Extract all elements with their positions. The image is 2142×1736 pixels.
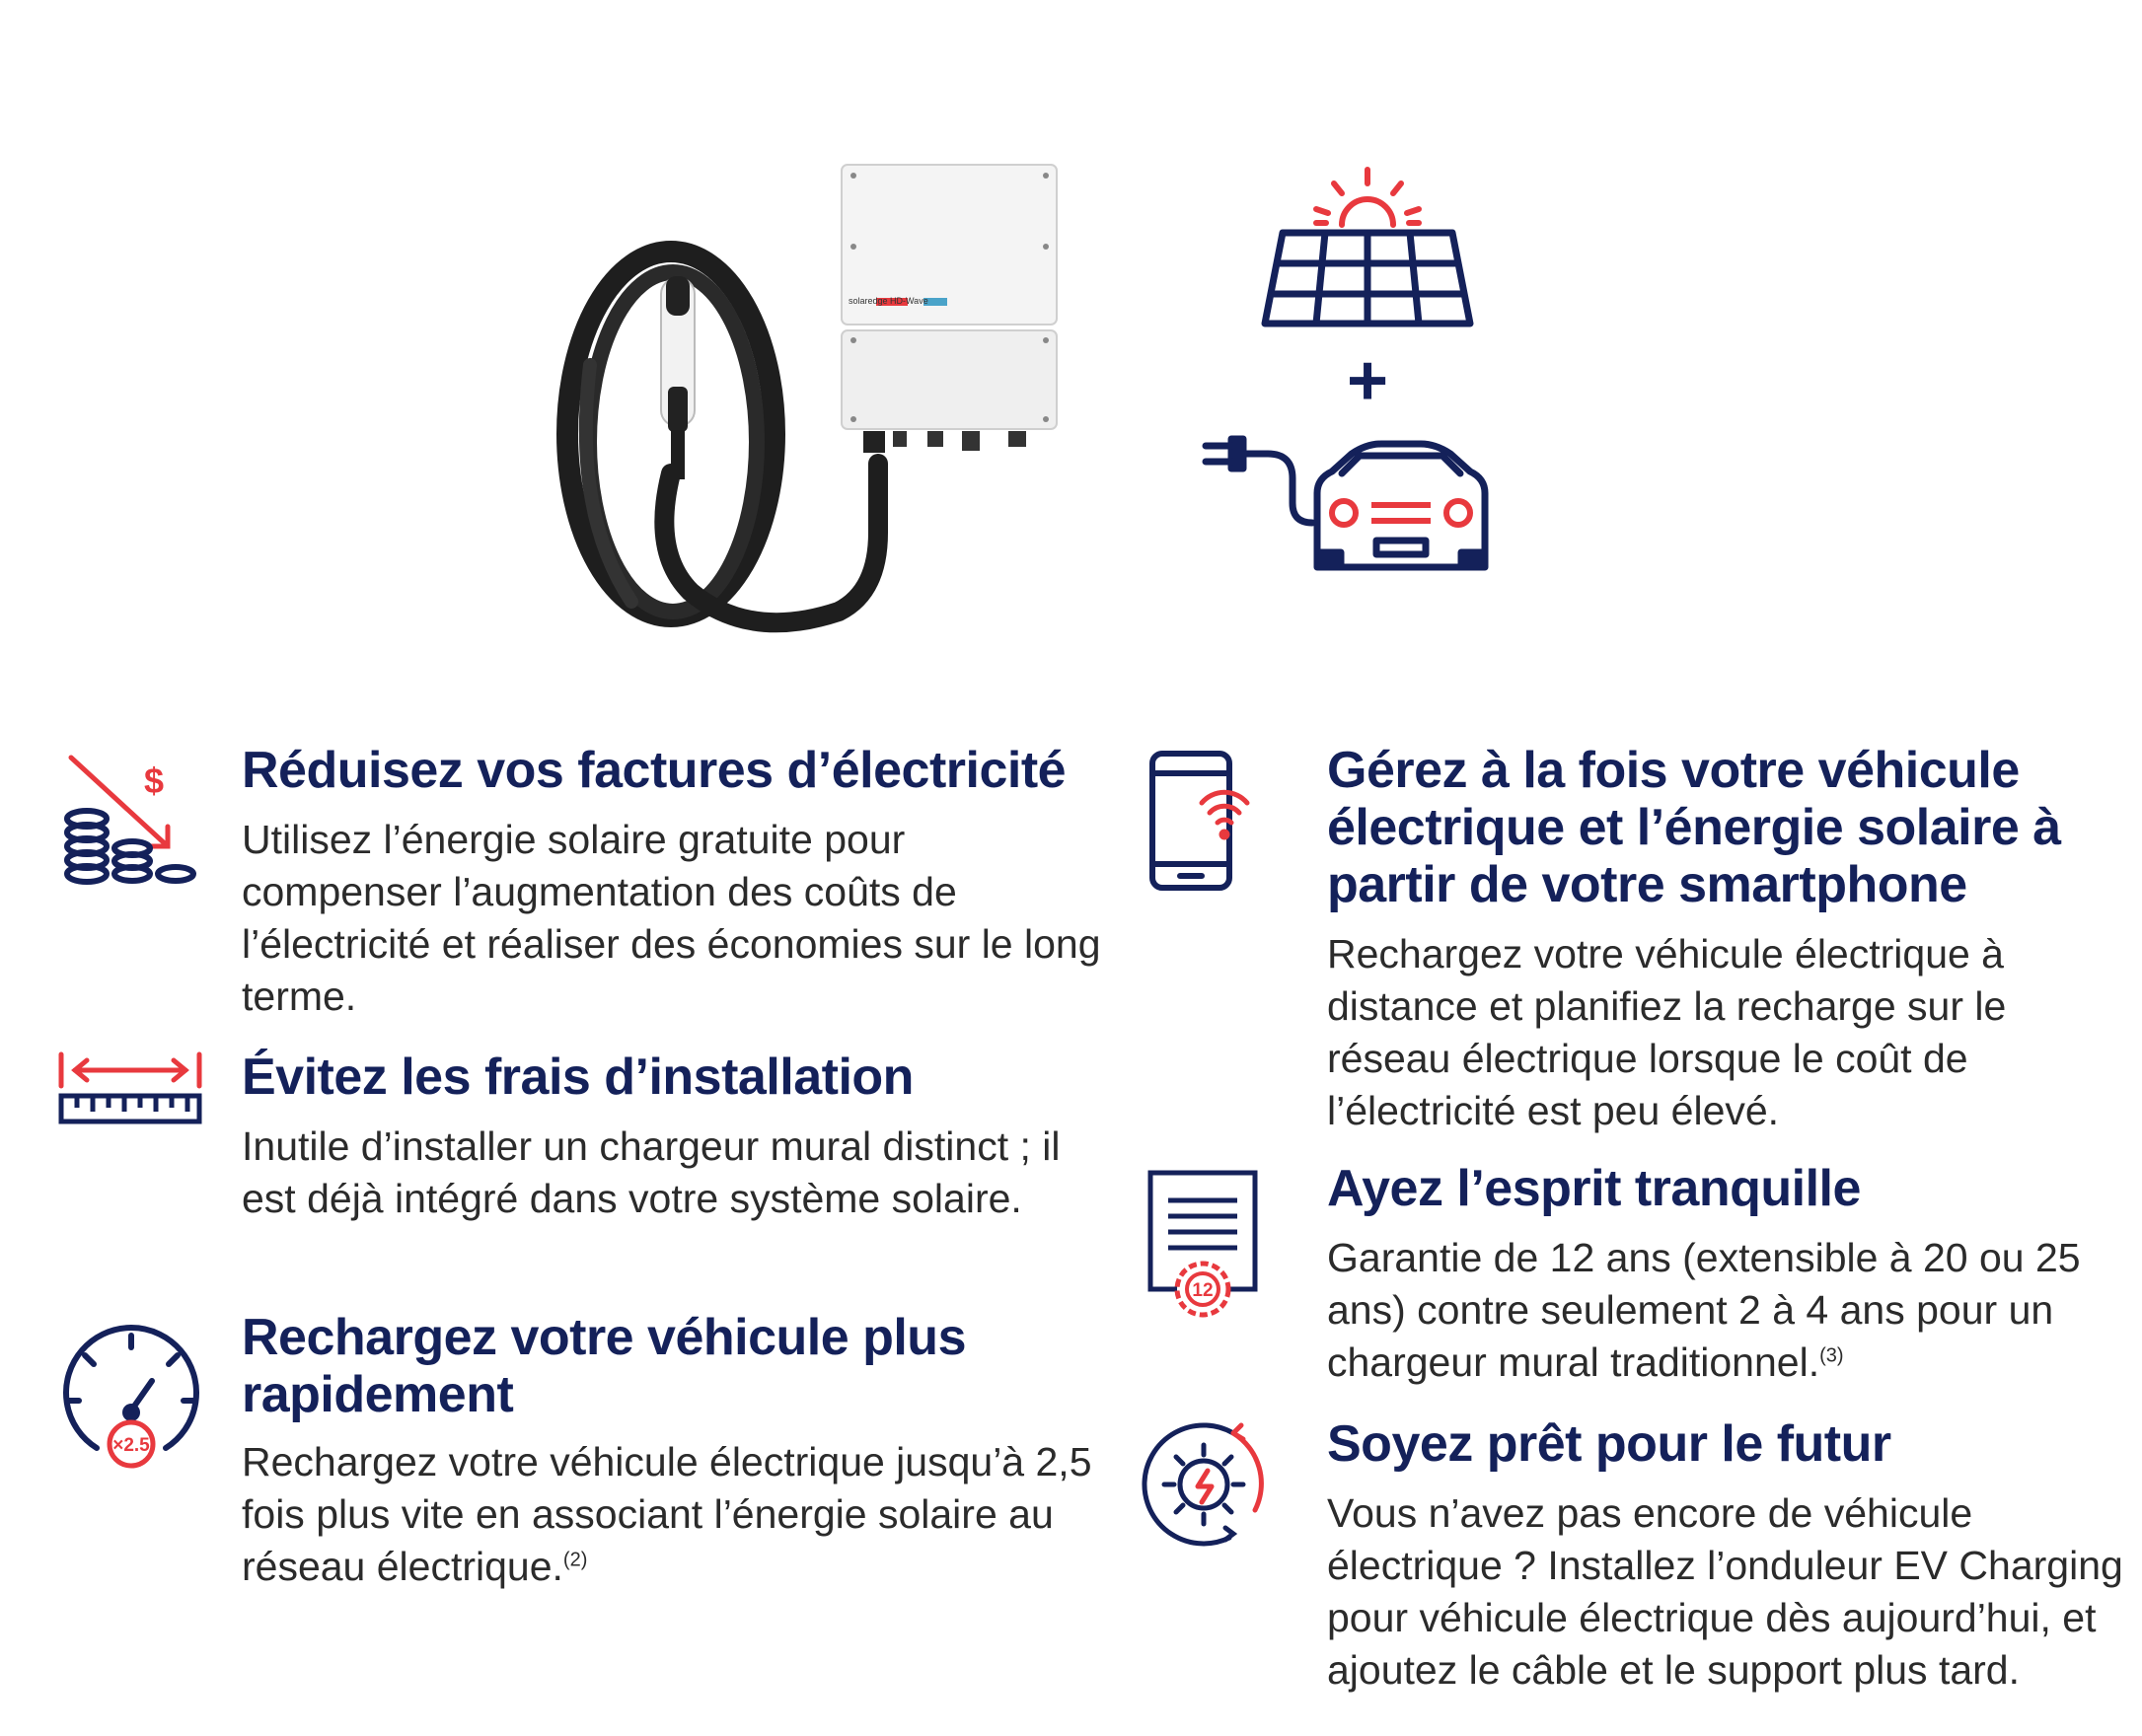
feature-title-reduce-bills: Réduisez vos factures d’électricité xyxy=(242,742,1067,799)
solar-panel-icon xyxy=(1265,170,1470,324)
warranty-years-badge: 12 xyxy=(1192,1280,1214,1301)
footnote-2: (2) xyxy=(562,1549,588,1571)
hero-illustration xyxy=(0,0,2142,710)
ev-connector-plug xyxy=(661,276,695,479)
plus-sign: + xyxy=(1346,341,1389,420)
coins-savings-icon xyxy=(57,748,205,896)
feature-body-future-ready: Vous n’avez pas encore de véhicule électrique ? Installez l’onduleur EV Charging pour véhicule électrique dès aujourd’hui, et ajoutez le câble et le support plus tard. xyxy=(1327,1490,2123,1693)
feature-body-charge-faster xyxy=(242,1436,1110,1593)
feature-title-smartphone: Gérez à la fois votre véhicule électrique et l’énergie solaire à partir de votre smartphone xyxy=(1327,742,2061,913)
inverter-unit xyxy=(842,165,1057,453)
feature-body-smartphone: Rechargez votre véhicule électrique à distance et planifiez la recharge sur le réseau électrique lorsque le coût de l’électricité est peu élevé. xyxy=(1327,931,2007,1133)
ruler-measure-icon xyxy=(57,1050,205,1129)
feature-body-peace-of-mind xyxy=(1327,1232,2126,1389)
feature-title-avoid-fees: Évitez les frais d’installation xyxy=(242,1049,914,1106)
future-ready-icon xyxy=(1135,1415,1273,1554)
warranty-certificate-icon xyxy=(1145,1167,1263,1325)
feature-body-reduce-bills: Utilisez l’énergie solaire gratuite pour compenser l’augmentation des coûts de l’électricité et réaliser des économies sur le long terme. xyxy=(242,817,1101,1019)
inverter-label: solaredge HD-Wave xyxy=(849,296,928,306)
dollar-symbol: $ xyxy=(144,760,165,801)
feature-title-peace-of-mind: Ayez l’esprit tranquille xyxy=(1327,1160,1861,1217)
feature-title-charge-faster: Rechargez votre véhicule plus rapidement xyxy=(242,1309,966,1423)
feature-body-charge-faster-text: Rechargez votre véhicule électrique jusqu’à 2,5 fois plus vite en associant l’énergie solaire au réseau électrique. xyxy=(242,1439,1092,1589)
feature-title-future-ready: Soyez prêt pour le futur xyxy=(1327,1415,1891,1473)
feature-body-peace-of-mind-text: Garantie de 12 ans (extensible à 20 ou 25 ans) contre seulement 2 à 4 ans pour un chargeur mural traditionnel. xyxy=(1327,1235,2081,1385)
feature-body-avoid-fees: Inutile d’installer un chargeur mural distinct ; il est déjà intégré dans votre système solaire. xyxy=(242,1123,1061,1221)
footnote-3: (3) xyxy=(1819,1344,1844,1367)
electric-car-icon xyxy=(1206,439,1485,567)
speed-multiplier-badge: ×2.5 xyxy=(112,1435,150,1456)
speedometer-icon xyxy=(57,1322,205,1470)
ev-charging-cable xyxy=(567,252,878,622)
smartphone-wifi-icon xyxy=(1145,748,1263,896)
